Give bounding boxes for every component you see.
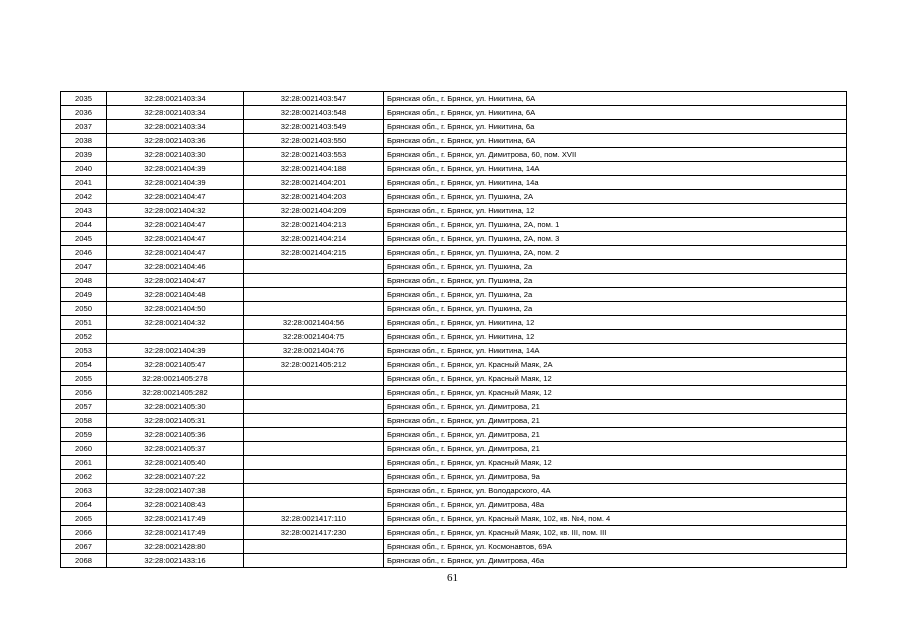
address-cell: Брянская обл., г. Брянск, ул. Пушкина, 2а <box>384 302 847 316</box>
address-cell: Брянская обл., г. Брянск, ул. Никитина, 6а <box>384 120 847 134</box>
address-cell: Брянская обл., г. Брянск, ул. Никитина, 14А <box>384 162 847 176</box>
row-number-cell: 2066 <box>61 526 107 540</box>
parcel-number-cell: 32:28:0021404:39 <box>107 344 244 358</box>
table-row <box>61 120 847 134</box>
table-row <box>61 498 847 512</box>
row-number-cell: 2046 <box>61 246 107 260</box>
building-number-cell <box>244 484 384 498</box>
parcel-number-cell: 32:28:0021404:46 <box>107 260 244 274</box>
parcel-number-cell: 32:28:0021404:48 <box>107 288 244 302</box>
building-number-cell: 32:28:0021404:75 <box>244 330 384 344</box>
address-cell: Брянская обл., г. Брянск, ул. Димитрова, 9а <box>384 470 847 484</box>
row-number-cell: 2040 <box>61 162 107 176</box>
building-number-cell <box>244 470 384 484</box>
address-cell: Брянская обл., г. Брянск, ул. Пушкина, 2а <box>384 288 847 302</box>
building-number-cell <box>244 260 384 274</box>
row-number-cell: 2037 <box>61 120 107 134</box>
parcel-number-cell: 32:28:0021433:16 <box>107 554 244 568</box>
address-cell: Брянская обл., г. Брянск, ул. Красный Маяк, 12 <box>384 372 847 386</box>
building-number-cell: 32:28:0021404:201 <box>244 176 384 190</box>
table-row <box>61 386 847 400</box>
row-number-cell: 2067 <box>61 540 107 554</box>
address-cell: Брянская обл., г. Брянск, ул. Димитрова, 60, пом. XVII <box>384 148 847 162</box>
table-row <box>61 400 847 414</box>
parcel-number-cell: 32:28:0021403:34 <box>107 120 244 134</box>
address-cell: Брянская обл., г. Брянск, ул. Володарского, 4А <box>384 484 847 498</box>
building-number-cell <box>244 428 384 442</box>
building-number-cell: 32:28:0021403:548 <box>244 106 384 120</box>
row-number-cell: 2047 <box>61 260 107 274</box>
table-row <box>61 106 847 120</box>
row-number-cell: 2036 <box>61 106 107 120</box>
row-number-cell: 2065 <box>61 512 107 526</box>
row-number-cell: 2061 <box>61 456 107 470</box>
row-number-cell: 2053 <box>61 344 107 358</box>
table-row <box>61 232 847 246</box>
table-row <box>61 176 847 190</box>
row-number-cell: 2059 <box>61 428 107 442</box>
building-number-cell: 32:28:0021404:213 <box>244 218 384 232</box>
parcel-number-cell: 32:28:0021405:31 <box>107 414 244 428</box>
row-number-cell: 2041 <box>61 176 107 190</box>
parcel-number-cell: 32:28:0021404:47 <box>107 232 244 246</box>
table-body <box>61 92 847 568</box>
table-row <box>61 456 847 470</box>
parcel-number-cell: 32:28:0021417:49 <box>107 512 244 526</box>
parcel-number-cell: 32:28:0021405:30 <box>107 400 244 414</box>
parcel-number-cell: 32:28:0021404:39 <box>107 176 244 190</box>
table-row <box>61 92 847 106</box>
building-number-cell <box>244 554 384 568</box>
address-cell: Брянская обл., г. Брянск, ул. Пушкина, 2а <box>384 274 847 288</box>
building-number-cell: 32:28:0021403:549 <box>244 120 384 134</box>
address-cell: Брянская обл., г. Брянск, ул. Никитина, 12 <box>384 330 847 344</box>
row-number-cell: 2039 <box>61 148 107 162</box>
row-number-cell: 2049 <box>61 288 107 302</box>
building-number-cell <box>244 456 384 470</box>
building-number-cell <box>244 540 384 554</box>
address-cell: Брянская обл., г. Брянск, ул. Красный Маяк, 12 <box>384 456 847 470</box>
building-number-cell <box>244 498 384 512</box>
table-row <box>61 428 847 442</box>
parcel-number-cell: 32:28:0021403:34 <box>107 92 244 106</box>
table-row <box>61 288 847 302</box>
parcel-number-cell: 32:28:0021405:278 <box>107 372 244 386</box>
table-row <box>61 246 847 260</box>
building-number-cell: 32:28:0021404:56 <box>244 316 384 330</box>
building-number-cell <box>244 274 384 288</box>
table-row <box>61 148 847 162</box>
table-row <box>61 302 847 316</box>
building-number-cell: 32:28:0021404:214 <box>244 232 384 246</box>
building-number-cell <box>244 400 384 414</box>
table-row <box>61 484 847 498</box>
row-number-cell: 2044 <box>61 218 107 232</box>
parcel-number-cell: 32:28:0021405:282 <box>107 386 244 400</box>
table-row <box>61 274 847 288</box>
row-number-cell: 2052 <box>61 330 107 344</box>
row-number-cell: 2045 <box>61 232 107 246</box>
table-row <box>61 372 847 386</box>
table-row <box>61 512 847 526</box>
address-cell: Брянская обл., г. Брянск, ул. Димитрова, 21 <box>384 400 847 414</box>
table-row <box>61 204 847 218</box>
address-cell: Брянская обл., г. Брянск, ул. Красный Маяк, 12 <box>384 386 847 400</box>
address-cell: Брянская обл., г. Брянск, ул. Димитрова, 21 <box>384 442 847 456</box>
parcel-number-cell: 32:28:0021403:36 <box>107 134 244 148</box>
parcel-number-cell: 32:28:0021404:50 <box>107 302 244 316</box>
row-number-cell: 2057 <box>61 400 107 414</box>
building-number-cell <box>244 386 384 400</box>
parcel-number-cell: 32:28:0021405:37 <box>107 442 244 456</box>
building-number-cell: 32:28:0021405:212 <box>244 358 384 372</box>
row-number-cell: 2054 <box>61 358 107 372</box>
building-number-cell: 32:28:0021404:215 <box>244 246 384 260</box>
row-number-cell: 2062 <box>61 470 107 484</box>
address-cell: Брянская обл., г. Брянск, ул. Димитрова, 21 <box>384 414 847 428</box>
parcel-number-cell: 32:28:0021403:30 <box>107 148 244 162</box>
address-cell: Брянская обл., г. Брянск, ул. Димитрова, 21 <box>384 428 847 442</box>
address-cell: Брянская обл., г. Брянск, ул. Пушкина, 2А <box>384 190 847 204</box>
row-number-cell: 2058 <box>61 414 107 428</box>
address-cell: Брянская обл., г. Брянск, ул. Красный Маяк, 102, кв. III, пом. III <box>384 526 847 540</box>
table-row <box>61 344 847 358</box>
table-row <box>61 554 847 568</box>
building-number-cell: 32:28:0021403:547 <box>244 92 384 106</box>
address-cell: Брянская обл., г. Брянск, ул. Пушкина, 2а <box>384 260 847 274</box>
address-cell: Брянская обл., г. Брянск, ул. Пушкина, 2А, пом. 2 <box>384 246 847 260</box>
building-number-cell <box>244 372 384 386</box>
table-row <box>61 526 847 540</box>
address-cell: Брянская обл., г. Брянск, ул. Никитина, 12 <box>384 204 847 218</box>
parcel-number-cell: 32:28:0021428:80 <box>107 540 244 554</box>
address-cell: Брянская обл., г. Брянск, ул. Никитина, 14А <box>384 344 847 358</box>
building-number-cell: 32:28:0021403:553 <box>244 148 384 162</box>
parcel-number-cell: 32:28:0021404:39 <box>107 162 244 176</box>
table-row <box>61 190 847 204</box>
building-number-cell <box>244 288 384 302</box>
row-number-cell: 2038 <box>61 134 107 148</box>
parcel-number-cell: 32:28:0021405:36 <box>107 428 244 442</box>
table-row <box>61 162 847 176</box>
address-cell: Брянская обл., г. Брянск, ул. Никитина, 6А <box>384 92 847 106</box>
building-number-cell: 32:28:0021404:203 <box>244 190 384 204</box>
parcel-number-cell: 32:28:0021408:43 <box>107 498 244 512</box>
row-number-cell: 2060 <box>61 442 107 456</box>
parcel-number-cell: 32:28:0021405:40 <box>107 456 244 470</box>
row-number-cell: 2043 <box>61 204 107 218</box>
row-number-cell: 2050 <box>61 302 107 316</box>
row-number-cell: 2056 <box>61 386 107 400</box>
row-number-cell: 2048 <box>61 274 107 288</box>
address-cell: Брянская обл., г. Брянск, ул. Космонавтов, 69А <box>384 540 847 554</box>
row-number-cell: 2068 <box>61 554 107 568</box>
table-row <box>61 260 847 274</box>
row-number-cell: 2035 <box>61 92 107 106</box>
parcel-number-cell: 32:28:0021417:49 <box>107 526 244 540</box>
table-row <box>61 540 847 554</box>
row-number-cell: 2064 <box>61 498 107 512</box>
parcel-number-cell: 32:28:0021407:22 <box>107 470 244 484</box>
parcel-number-cell: 32:28:0021404:32 <box>107 316 244 330</box>
table-row <box>61 358 847 372</box>
parcel-number-cell: 32:28:0021405:47 <box>107 358 244 372</box>
parcel-number-cell <box>107 330 244 344</box>
building-number-cell: 32:28:0021403:550 <box>244 134 384 148</box>
address-cell: Брянская обл., г. Брянск, ул. Никитина, 14а <box>384 176 847 190</box>
table-row <box>61 134 847 148</box>
address-cell: Брянская обл., г. Брянск, ул. Димитрова, 48а <box>384 498 847 512</box>
row-number-cell: 2051 <box>61 316 107 330</box>
parcel-number-cell: 32:28:0021404:47 <box>107 218 244 232</box>
row-number-cell: 2042 <box>61 190 107 204</box>
parcel-number-cell: 32:28:0021404:47 <box>107 246 244 260</box>
address-cell: Брянская обл., г. Брянск, ул. Красный Маяк, 102, кв. №4, пом. 4 <box>384 512 847 526</box>
parcel-number-cell: 32:28:0021407:38 <box>107 484 244 498</box>
building-number-cell: 32:28:0021417:230 <box>244 526 384 540</box>
table-row <box>61 470 847 484</box>
building-number-cell <box>244 414 384 428</box>
parcel-number-cell: 32:28:0021404:47 <box>107 274 244 288</box>
building-number-cell: 32:28:0021404:76 <box>244 344 384 358</box>
address-cell: Брянская обл., г. Брянск, ул. Пушкина, 2А, пом. 3 <box>384 232 847 246</box>
building-number-cell <box>244 442 384 456</box>
address-cell: Брянская обл., г. Брянск, ул. Никитина, 12 <box>384 316 847 330</box>
row-number-cell: 2063 <box>61 484 107 498</box>
building-number-cell: 32:28:0021404:188 <box>244 162 384 176</box>
address-cell: Брянская обл., г. Брянск, ул. Красный Маяк, 2А <box>384 358 847 372</box>
page-number: 61 <box>447 572 458 584</box>
building-number-cell <box>244 302 384 316</box>
address-cell: Брянская обл., г. Брянск, ул. Никитина, 6А <box>384 134 847 148</box>
table-row <box>61 316 847 330</box>
address-cell: Брянская обл., г. Брянск, ул. Никитина, 6А <box>384 106 847 120</box>
parcel-number-cell: 32:28:0021404:32 <box>107 204 244 218</box>
parcel-number-cell: 32:28:0021403:34 <box>107 106 244 120</box>
address-cell: Брянская обл., г. Брянск, ул. Пушкина, 2А, пом. 1 <box>384 218 847 232</box>
row-number-cell: 2055 <box>61 372 107 386</box>
table-row <box>61 330 847 344</box>
table-row <box>61 414 847 428</box>
cadastral-table <box>60 91 847 568</box>
address-cell: Брянская обл., г. Брянск, ул. Димитрова, 46а <box>384 554 847 568</box>
building-number-cell: 32:28:0021417:110 <box>244 512 384 526</box>
parcel-number-cell: 32:28:0021404:47 <box>107 190 244 204</box>
table-row <box>61 218 847 232</box>
building-number-cell: 32:28:0021404:209 <box>244 204 384 218</box>
table-row <box>61 442 847 456</box>
